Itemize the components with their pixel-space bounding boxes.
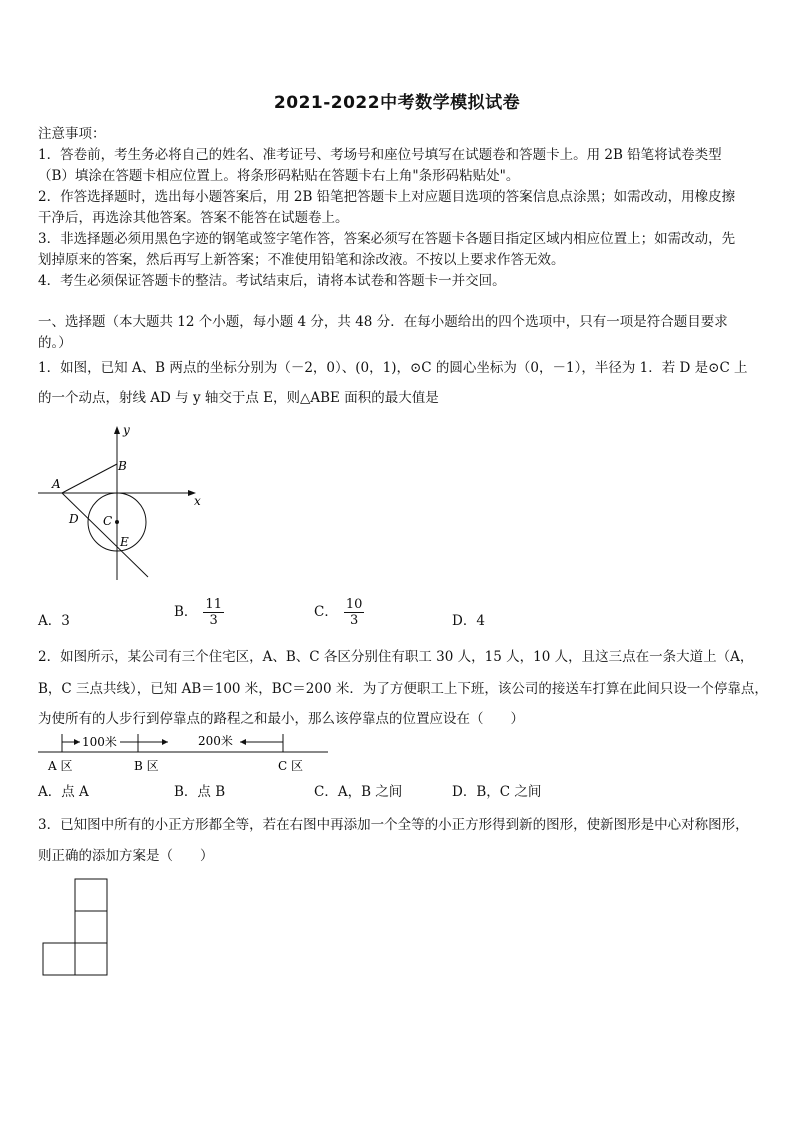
label-d: D xyxy=(69,512,79,526)
label-c: C xyxy=(103,514,113,528)
arrow-bc-left-head xyxy=(162,739,168,745)
q2-option-a: A．点 A xyxy=(38,784,89,800)
q1-stem-line-2: 的一个动点，射线 AD 与 y 轴交于点 E，则△ABE 面积的最大值是 xyxy=(38,390,439,406)
q1-option-c-numerator: 10 xyxy=(345,597,363,612)
center-point xyxy=(115,520,119,524)
label-e: E xyxy=(120,535,129,549)
label-b: B xyxy=(118,459,127,473)
q1-option-b-denominator: 3 xyxy=(209,613,218,628)
q2-stem-line-2: B，C 三点共线），已知 AB＝100 米，BC＝200 米．为了方便职工上下班，该公司的接送车打算在此间只设一个停靠点， xyxy=(38,681,768,697)
notice-line-4: 干净后，再选涂其他答案。答案不能答在试题卷上。 xyxy=(38,210,349,226)
square-bottom-right xyxy=(75,943,107,975)
q2-option-c: C．A，B 之间 xyxy=(314,784,403,800)
q1-figure xyxy=(38,420,208,585)
q2-option-b: B．点 B xyxy=(174,784,226,800)
section-heading-line-1: 一、选择题（本大题共 12 个小题，每小题 4 分，共 48 分．在每小题给出的四个选项中，只有一项是符合题目要求 xyxy=(38,314,728,330)
q1-option-c xyxy=(314,597,364,628)
q1-option-b-prefix: B． xyxy=(174,604,198,620)
square-middle xyxy=(75,911,107,943)
y-axis-arrow xyxy=(114,426,120,434)
notice-line-5: 3．非选择题必须用黑色字迹的钢笔或签字笔作答，答案必须写在答题卡各题目指定区域内相应位置上；如需改动，先 xyxy=(38,231,736,247)
section-heading-line-2: 的。） xyxy=(38,335,72,351)
label-x: x xyxy=(194,494,201,508)
notice-line-6: 划掉原来的答案，然后再写上新答案；不准使用铅笔和涂改液。不按以上要求作答无效。 xyxy=(38,252,565,268)
arrow-bc-right-head xyxy=(240,739,246,745)
label-ab-distance: 100米 xyxy=(82,735,117,749)
q2-figure xyxy=(38,728,333,776)
label-a: A xyxy=(52,477,61,491)
q1-option-c-denominator: 3 xyxy=(349,613,359,628)
label-y: y xyxy=(123,423,130,437)
q3-stem-line-2: 则正确的添加方案是（ ） xyxy=(38,848,214,864)
q1-option-c-fraction xyxy=(344,597,365,628)
label-zone-a: A 区 xyxy=(48,759,73,773)
label-zone-b: B 区 xyxy=(134,759,159,773)
label-bc-distance: 200米 xyxy=(198,734,233,748)
arrow-ab-left-head xyxy=(74,739,80,745)
page-title: 2021-2022中考数学模拟试卷 xyxy=(273,93,521,113)
segment-ab xyxy=(62,464,117,493)
notice-line-3: 2．作答选择题时，选出每小题答案后，用 2B 铅笔把答题卡上对应题目选项的答案信息点涂黑；如需改动，用橡皮擦 xyxy=(38,189,736,205)
q1-stem-line-1: 1．如图，已知 A、B 两点的坐标分别为（－2，0）、(0，1)，⊙C 的圆心坐标为（0，－1），半径为 1．若 D 是⊙C 上 xyxy=(38,360,748,376)
notice-line-1: 1．答卷前，考生务必将自己的姓名、准考证号、考场号和座位号填写在试题卷和答题卡上。用 2B 铅笔将试卷类型 xyxy=(38,147,722,163)
ray-ad xyxy=(62,493,148,577)
label-zone-c: C 区 xyxy=(278,759,303,773)
q1-option-b xyxy=(174,597,224,628)
q1-option-b-fraction xyxy=(203,597,224,628)
notice-heading: 注意事项： xyxy=(38,126,106,142)
q3-figure xyxy=(40,878,110,980)
q1-option-d: D．4 xyxy=(452,613,485,629)
q1-option-b-numerator: 11 xyxy=(205,597,222,612)
q3-stem-line-1: 3．已知图中所有的小正方形都全等，若在右图中再添加一个全等的小正方形得到新的图形，使新图形是中心对称图形， xyxy=(38,817,749,833)
q1-option-c-prefix: C． xyxy=(314,604,338,620)
notice-line-7: 4．考生必须保证答题卡的整洁。考试结束后，请将本试卷和答题卡一并交回。 xyxy=(38,273,506,289)
notice-line-2: （B）填涂在答题卡相应位置上。将条形码粘贴在答题卡右上角"条形码粘贴处"。 xyxy=(38,168,520,184)
square-bottom-left xyxy=(43,943,75,975)
q2-stem-line-3: 为使所有的人步行到停靠点的路程之和最小，那么该停靠点的位置应设在（ ） xyxy=(38,711,524,727)
square-top xyxy=(75,879,107,911)
q2-option-d: D．B，C 之间 xyxy=(452,784,542,800)
q1-option-a: A．3 xyxy=(38,613,70,629)
q2-stem-line-1: 2．如图所示，某公司有三个住宅区，A、B、C 各区分别住有职工 30 人，15 人，10 人，且这三点在一条大道上（A， xyxy=(38,649,754,665)
